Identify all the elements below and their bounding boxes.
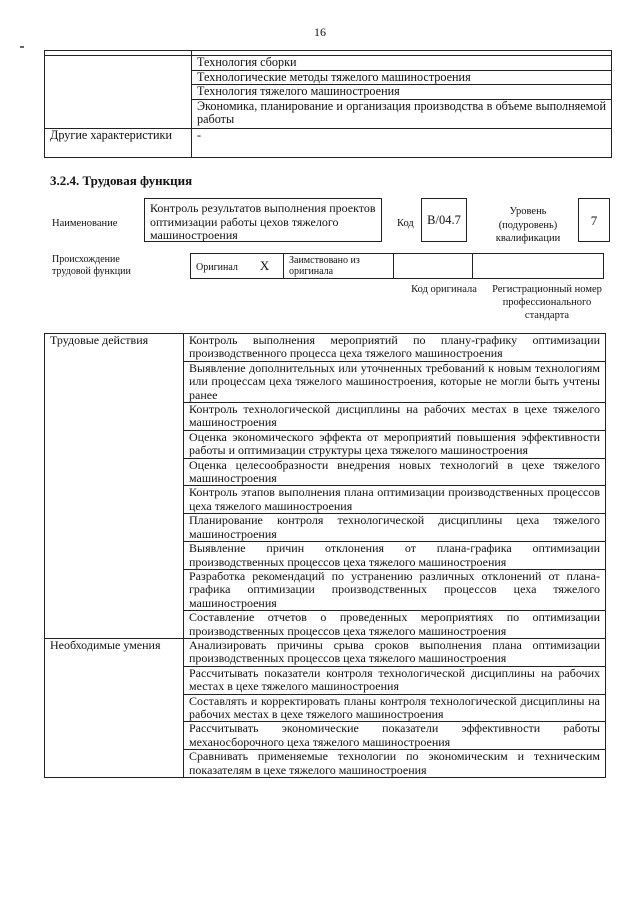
scan-mark xyxy=(20,46,24,48)
skill-item: Рассчитывать показатели контроля технологической дисциплины на рабочих местах в цехе тяжелого машиностроения xyxy=(184,666,606,694)
skill-item: Составлять и корректировать планы контроля технологической дисциплины на рабочих местах в цехе тяжелого машиностроения xyxy=(184,694,606,722)
name-label: Наименование xyxy=(52,218,118,229)
code-label: Код xyxy=(397,218,414,229)
original-label: Оригинал xyxy=(196,262,238,273)
continuation-table xyxy=(44,50,612,158)
borrowed-label: Заимствовано из оригинала xyxy=(284,254,394,279)
other-characteristics-value: - xyxy=(192,128,612,157)
level-label: Уровень (подуровень) квалификации xyxy=(495,206,561,244)
knowledge-item: Технология сборки xyxy=(192,56,612,71)
code-original-label: Код оригинала xyxy=(411,284,477,295)
action-item: Оценка экономического эффекта от мероприятий повышения эффективности работы и оптимизации структуры цеха тяжелого машиностроения xyxy=(184,430,606,458)
knowledge-item: Технология тяжелого машиностроения xyxy=(192,85,612,100)
reg-number-label: Регистрационный номер профессионального стандарта xyxy=(492,284,602,321)
page-number: 16 xyxy=(314,25,326,39)
action-item: Выявление дополнительных или уточненных требований к новым технологиям или процессам цеха тяжелого машиностроения, которые не могли быть учтены ранее xyxy=(184,361,606,402)
knowledge-item: Технологические методы тяжелого машиностроения xyxy=(192,70,612,85)
actions-label: Трудовые действия xyxy=(45,334,184,639)
section-title: 3.2.4. Трудовая функция xyxy=(50,173,193,188)
name-value: Контроль результатов выполнения проектов оптимизации работы цехов тяжелого машиностроения xyxy=(144,198,382,242)
action-item: Контроль технологической дисциплины на рабочих местах в цехе тяжелого машиностроения xyxy=(184,403,606,431)
code-value: В/04.7 xyxy=(421,198,467,242)
action-item: Планирование контроля технологической дисциплины цеха тяжелого машиностроения xyxy=(184,514,606,542)
skill-item: Сравнивать применяемые технологии по экономическим и техническим показателям в цехе тяжелого машиностроения xyxy=(184,750,606,778)
action-item: Контроль выполнения мероприятий по плану-графику оптимизации производственного процесса цеха тяжелого машиностроения xyxy=(184,334,606,362)
action-item: Выявление причин отклонения от плана-графика оптимизации производственных процессов цеха тяжелого машиностроения xyxy=(184,542,606,570)
skill-item: Рассчитывать экономические показатели эффективности работы механосборочного цеха тяжелого машиностроения xyxy=(184,722,606,750)
other-characteristics-label: Другие характеристики xyxy=(45,128,192,157)
knowledge-item: Экономика, планирование и организация производства в объеме выполняемой работы xyxy=(192,99,612,128)
skills-label: Необходимые умения xyxy=(45,638,184,777)
origin-label: Происхождение трудовой функции xyxy=(52,254,131,277)
reg-number-cell xyxy=(473,254,604,279)
origin-table xyxy=(190,253,604,279)
skill-item: Анализировать причины срыва сроков выполнения плана оптимизации производственных процессов цеха тяжелого машиностроения xyxy=(184,638,606,666)
action-item: Составление отчетов о проведенных мероприятиях по оптимизации производственных процессов цеха тяжелого машиностроения xyxy=(184,611,606,639)
action-item: Оценка целесообразности внедрения новых технологий в цехе тяжелого машиностроения xyxy=(184,458,606,486)
level-value: 7 xyxy=(578,198,610,242)
action-item: Разработка рекомендаций по устранению различных отклонений от плана-графика оптимизации производственных процессов цеха тяжелого машиностроения xyxy=(184,569,606,610)
function-table xyxy=(44,333,606,778)
original-mark: X xyxy=(259,258,270,273)
code-original-cell xyxy=(394,254,473,279)
action-item: Контроль этапов выполнения плана оптимизации производственных процессов цеха тяжелого машиностроения xyxy=(184,486,606,514)
